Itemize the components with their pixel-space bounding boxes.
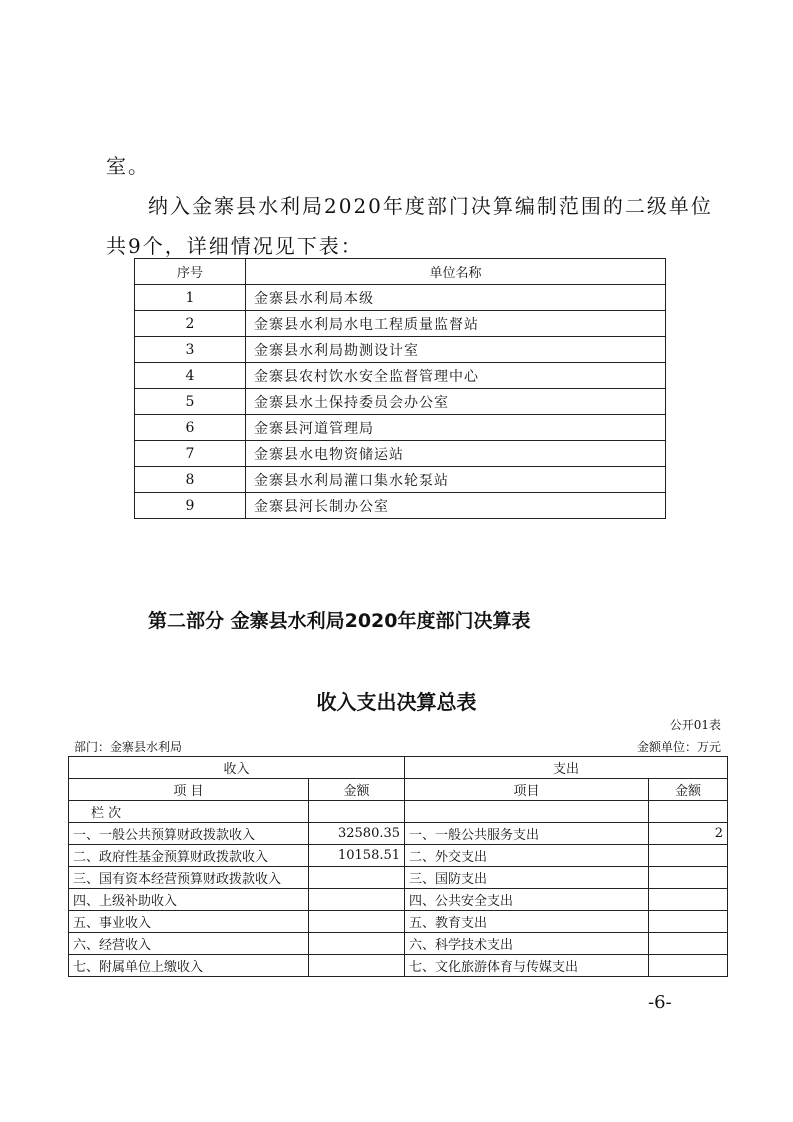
- seq-cell: 5: [135, 389, 246, 415]
- paragraph-line-1: 室。: [106, 154, 150, 178]
- income-item: 五、事业收入: [69, 911, 309, 933]
- expense-item: 六、科学技术支出: [405, 933, 649, 955]
- amount-unit-label: 金额单位：万元: [636, 740, 721, 754]
- unit-name-cell: 金寨县水土保持委员会办公室: [246, 389, 666, 415]
- part-heading: 第二部分 金寨县水利局2020年度部门决算表: [148, 610, 531, 632]
- table-row: [135, 415, 666, 441]
- seq-cell: 9: [135, 493, 246, 519]
- unit-table-header: [135, 259, 666, 285]
- col-amount-right: 金额: [649, 779, 728, 801]
- income-amount: 32580.35: [309, 823, 405, 845]
- department-label: 部门：金寨县水利局: [74, 740, 183, 754]
- unit-name-cell: 金寨县水电物资储运站: [246, 441, 666, 467]
- income-item: 四、上级补助收入: [69, 889, 309, 911]
- table-row: [135, 285, 666, 311]
- paragraph-line-3: 共9个，详细情况见下表：: [106, 234, 363, 258]
- column-number-label: 栏 次: [69, 801, 309, 823]
- income-amount: [309, 867, 405, 889]
- income-item: 二、政府性基金预算财政拨款收入: [69, 845, 309, 867]
- header-seq: 序号: [135, 259, 246, 285]
- income-amount: [309, 911, 405, 933]
- seq-cell: 3: [135, 337, 246, 363]
- income-item: 六、经营收入: [69, 933, 309, 955]
- unit-name-cell: 金寨县水利局勘测设计室: [246, 337, 666, 363]
- unit-name-cell: 金寨县河道管理局: [246, 415, 666, 441]
- expense-item: 二、外交支出: [405, 845, 649, 867]
- income-item: 三、国有资本经营预算财政拨款收入: [69, 867, 309, 889]
- income-amount: [309, 955, 405, 977]
- col-item-right: 项目: [405, 779, 649, 801]
- table-row: [69, 911, 728, 933]
- expense-amount: [649, 911, 728, 933]
- expense-amount: [649, 933, 728, 955]
- income-amount: 10158.51: [309, 845, 405, 867]
- table-row: [69, 955, 728, 977]
- income-item: 七、附属单位上缴收入: [69, 955, 309, 977]
- header-unit-name: 单位名称: [246, 259, 666, 285]
- unit-name-cell: 金寨县水利局水电工程质量监督站: [246, 311, 666, 337]
- income-amount: [309, 889, 405, 911]
- seq-cell: 7: [135, 441, 246, 467]
- table-row: [135, 363, 666, 389]
- expense-amount: 2: [649, 823, 728, 845]
- table-row: [69, 845, 728, 867]
- page-number: -6-: [648, 992, 672, 1013]
- unit-name-cell: 金寨县水利局灌口集水轮泵站: [246, 467, 666, 493]
- expense-item: 七、文化旅游体育与传媒支出: [405, 955, 649, 977]
- unit-name-cell: 金寨县河长制办公室: [246, 493, 666, 519]
- expense-item: 一、一般公共服务支出: [405, 823, 649, 845]
- expense-item: 四、公共安全支出: [405, 889, 649, 911]
- expense-item: 三、国防支出: [405, 867, 649, 889]
- table-row: [69, 889, 728, 911]
- finance-table-title: 收入支出决算总表: [316, 690, 477, 714]
- unit-name-cell: 金寨县水利局本级: [246, 285, 666, 311]
- income-item: 一、一般公共预算财政拨款收入: [69, 823, 309, 845]
- paragraph-line-2: 纳入金寨县水利局2020年度部门决算编制范围的二级单位: [148, 194, 713, 218]
- seq-cell: 6: [135, 415, 246, 441]
- table-row: [69, 867, 728, 889]
- expense-amount: [649, 867, 728, 889]
- finance-column-header: [69, 779, 728, 801]
- seq-cell: 1: [135, 285, 246, 311]
- col-amount-left: 金额: [309, 779, 405, 801]
- expense-amount: [649, 845, 728, 867]
- table-row: [135, 441, 666, 467]
- expense-header: 支出: [405, 757, 728, 779]
- income-amount: [309, 933, 405, 955]
- table-row: [135, 389, 666, 415]
- expense-item: 五、教育支出: [405, 911, 649, 933]
- table-row: [135, 337, 666, 363]
- income-header: 收入: [69, 757, 405, 779]
- table-row: [135, 493, 666, 519]
- unit-table: [134, 258, 666, 519]
- finance-group-header: [69, 757, 728, 779]
- seq-cell: 8: [135, 467, 246, 493]
- seq-cell: 4: [135, 363, 246, 389]
- table-row: [135, 311, 666, 337]
- form-number: 公开01表: [669, 718, 721, 732]
- col-item-left: 项 目: [69, 779, 309, 801]
- column-number-row: [69, 801, 728, 823]
- finance-table: [68, 756, 728, 977]
- unit-name-cell: 金寨县农村饮水安全监督管理中心: [246, 363, 666, 389]
- table-row: [135, 467, 666, 493]
- expense-amount: [649, 889, 728, 911]
- expense-amount: [649, 955, 728, 977]
- table-row: [69, 823, 728, 845]
- seq-cell: 2: [135, 311, 246, 337]
- table-row: [69, 933, 728, 955]
